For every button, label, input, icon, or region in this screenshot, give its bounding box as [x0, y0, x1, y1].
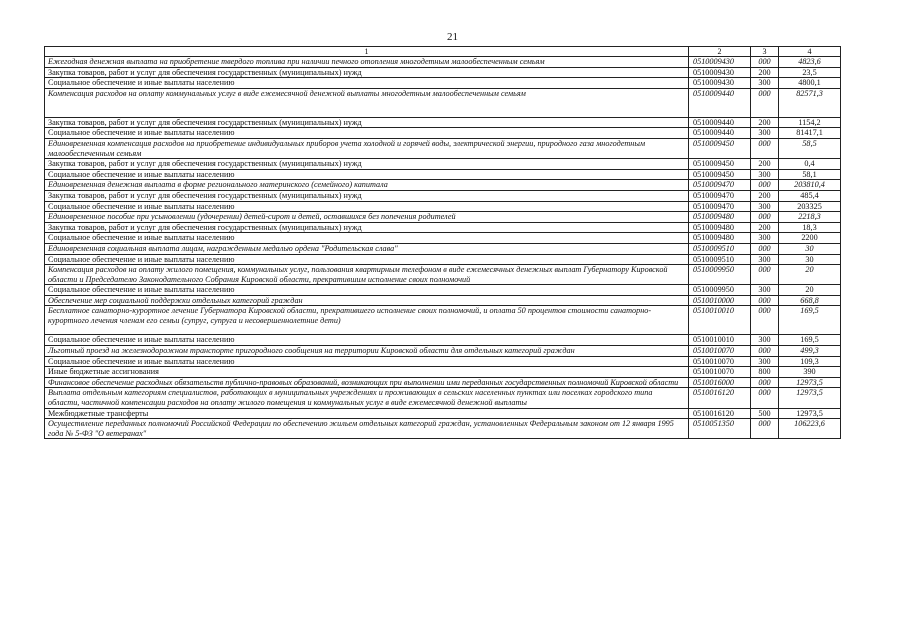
table-header-row [45, 47, 841, 57]
row-name-cell: Социальное обеспечение и иные выплаты населению [45, 356, 689, 367]
row-sum-cell: 30 [779, 254, 841, 265]
row-name-cell: Выплата отдельным категориям специалистов, работающих в муниципальных учреждениях и проживающих в сельских населенных пунктах или поселках городского типа области, частичной компенсации расходов на оплату жилого помещения и коммунальных услуг в виде ежемесячной денежной выплаты [45, 388, 689, 408]
row-type-cell: 000 [751, 180, 779, 191]
row-type-cell: 300 [751, 78, 779, 89]
row-name-cell: Компенсация расходов на оплату коммунальных услуг в виде ежемесячной денежной выплаты многодетным малообеспеченным семьям [45, 88, 689, 117]
row-name-cell: Социальное обеспечение и иные выплаты населению [45, 201, 689, 212]
row-type-cell: 000 [751, 306, 779, 335]
row-name-cell: Обеспечение мер социальной поддержки отдельных категорий граждан [45, 295, 689, 306]
row-sum-cell: 485,4 [779, 190, 841, 201]
table-row [45, 254, 841, 265]
row-name-cell: Иные бюджетные ассигнования [45, 367, 689, 378]
row-code-cell: 0510009440 [689, 88, 751, 117]
row-sum-cell: 4823,6 [779, 57, 841, 68]
row-code-cell: 0510009440 [689, 128, 751, 139]
row-sum-cell: 203810,4 [779, 180, 841, 191]
table-body [45, 57, 841, 439]
table-row [45, 138, 841, 158]
row-code-cell: 0510009480 [689, 212, 751, 223]
row-code-cell: 0510010070 [689, 346, 751, 357]
row-sum-cell: 668,8 [779, 295, 841, 306]
row-type-cell: 300 [751, 285, 779, 296]
row-name-cell: Социальное обеспечение и иные выплаты населению [45, 169, 689, 180]
row-sum-cell: 82571,3 [779, 88, 841, 117]
row-type-cell: 200 [751, 222, 779, 233]
row-type-cell: 000 [751, 419, 779, 439]
row-sum-cell: 12973,5 [779, 388, 841, 408]
row-name-cell: Закупка товаров, работ и услуг для обеспечения государственных (муниципальных) нужд [45, 190, 689, 201]
row-sum-cell: 203325 [779, 201, 841, 212]
row-type-cell: 200 [751, 67, 779, 78]
budget-table [44, 46, 841, 439]
col-header-4: 4 [779, 47, 841, 57]
row-name-cell: Социальное обеспечение и иные выплаты населению [45, 335, 689, 346]
row-type-cell: 200 [751, 190, 779, 201]
table-row [45, 117, 841, 128]
table-row [45, 78, 841, 89]
row-sum-cell: 390 [779, 367, 841, 378]
row-sum-cell: 4800,1 [779, 78, 841, 89]
row-name-cell: Социальное обеспечение и иные выплаты населению [45, 254, 689, 265]
row-type-cell: 000 [751, 295, 779, 306]
row-type-cell: 300 [751, 233, 779, 244]
table-row [45, 265, 841, 285]
row-code-cell: 0510009480 [689, 222, 751, 233]
row-name-cell: Социальное обеспечение и иные выплаты населению [45, 233, 689, 244]
row-name-cell: Осуществление переданных полномочий Российской Федерации по обеспечению жильем отдельных категорий граждан, установленных Федеральным законом от 12 января 1995 года № 5-ФЗ "О ветеранах" [45, 419, 689, 439]
row-sum-cell: 81417,1 [779, 128, 841, 139]
row-code-cell: 0510009950 [689, 265, 751, 285]
row-code-cell: 0510010010 [689, 306, 751, 335]
col-header-3: 3 [751, 47, 779, 57]
table-row [45, 190, 841, 201]
row-type-cell: 000 [751, 346, 779, 357]
row-code-cell: 0510010070 [689, 356, 751, 367]
row-type-cell: 300 [751, 356, 779, 367]
row-code-cell: 0510009440 [689, 117, 751, 128]
row-code-cell: 0510009510 [689, 254, 751, 265]
row-name-cell: Закупка товаров, работ и услуг для обеспечения государственных (муниципальных) нужд [45, 222, 689, 233]
row-sum-cell: 109,3 [779, 356, 841, 367]
table-row [45, 388, 841, 408]
row-name-cell: Межбюджетные трансферты [45, 408, 689, 419]
row-sum-cell: 1154,2 [779, 117, 841, 128]
row-type-cell: 000 [751, 388, 779, 408]
table-row [45, 335, 841, 346]
table-row [45, 306, 841, 335]
row-sum-cell: 18,3 [779, 222, 841, 233]
row-code-cell: 0510009480 [689, 233, 751, 244]
table-row [45, 367, 841, 378]
row-code-cell: 0510010010 [689, 335, 751, 346]
table-row [45, 212, 841, 223]
row-type-cell: 200 [751, 159, 779, 170]
row-sum-cell: 0,4 [779, 159, 841, 170]
row-name-cell: Льготный проезд на железнодорожном транспорте пригородного сообщения на территории Кировской области для отдельных категорий граждан [45, 346, 689, 357]
row-name-cell: Финансовое обеспечение расходных обязательств публично-правовых образований, возникающих при выполнении ими переданных государственных полномочий Кировской области [45, 377, 689, 388]
row-code-cell: 0510016120 [689, 388, 751, 408]
row-type-cell: 300 [751, 254, 779, 265]
row-type-cell: 200 [751, 117, 779, 128]
row-name-cell: Социальное обеспечение и иные выплаты населению [45, 78, 689, 89]
row-type-cell: 000 [751, 88, 779, 117]
table-row [45, 233, 841, 244]
row-sum-cell: 30 [779, 243, 841, 254]
row-code-cell: 0510051350 [689, 419, 751, 439]
row-name-cell: Единовременная социальная выплата лицам, награжденным медалью ордена "Родительская слава" [45, 243, 689, 254]
row-sum-cell: 58,5 [779, 138, 841, 158]
row-sum-cell: 169,5 [779, 335, 841, 346]
row-name-cell: Социальное обеспечение и иные выплаты населению [45, 285, 689, 296]
row-name-cell: Социальное обеспечение и иные выплаты населению [45, 128, 689, 139]
row-type-cell: 800 [751, 367, 779, 378]
table-row [45, 222, 841, 233]
table-row [45, 346, 841, 357]
row-type-cell: 300 [751, 128, 779, 139]
row-type-cell: 500 [751, 408, 779, 419]
table-row [45, 169, 841, 180]
row-name-cell: Закупка товаров, работ и услуг для обеспечения государственных (муниципальных) нужд [45, 117, 689, 128]
row-code-cell: 0510016000 [689, 377, 751, 388]
row-code-cell: 0510009430 [689, 57, 751, 68]
row-code-cell: 0510009950 [689, 285, 751, 296]
row-sum-cell: 169,5 [779, 306, 841, 335]
row-code-cell: 0510009470 [689, 190, 751, 201]
table-row [45, 201, 841, 212]
table-row [45, 159, 841, 170]
table-row [45, 419, 841, 439]
table-row [45, 128, 841, 139]
row-sum-cell: 12973,5 [779, 408, 841, 419]
row-type-cell: 000 [751, 265, 779, 285]
table-row [45, 356, 841, 367]
row-code-cell: 0510009470 [689, 201, 751, 212]
row-code-cell: 0510009450 [689, 159, 751, 170]
row-sum-cell: 23,5 [779, 67, 841, 78]
col-header-2: 2 [689, 47, 751, 57]
row-code-cell: 0510009430 [689, 67, 751, 78]
table-row [45, 57, 841, 68]
row-code-cell: 0510009450 [689, 169, 751, 180]
row-code-cell: 0510010000 [689, 295, 751, 306]
row-sum-cell: 2200 [779, 233, 841, 244]
row-code-cell: 0510009470 [689, 180, 751, 191]
row-type-cell: 300 [751, 169, 779, 180]
row-name-cell: Бесплатное санаторно-курортное лечение Губернатора Кировской области, прекратившего исполнение своих полномочий, и оплата 50 процентов стоимости санаторно-курортного лечения членам его семьи (супруг, супруга и несовершеннолетние дети) [45, 306, 689, 335]
table-row [45, 243, 841, 254]
row-sum-cell: 20 [779, 285, 841, 296]
row-type-cell: 300 [751, 201, 779, 212]
page-number: 21 [447, 31, 458, 43]
table-row [45, 88, 841, 117]
row-type-cell: 000 [751, 138, 779, 158]
row-type-cell: 000 [751, 212, 779, 223]
table-row [45, 408, 841, 419]
row-name-cell: Закупка товаров, работ и услуг для обеспечения государственных (муниципальных) нужд [45, 67, 689, 78]
row-sum-cell: 499,3 [779, 346, 841, 357]
row-name-cell: Единовременное пособие при усыновлении (удочерении) детей-сирот и детей, оставшихся без попечения родителей [45, 212, 689, 223]
col-header-1: 1 [45, 47, 689, 57]
row-code-cell: 0510009430 [689, 78, 751, 89]
row-type-cell: 000 [751, 377, 779, 388]
row-type-cell: 000 [751, 57, 779, 68]
row-name-cell: Компенсация расходов на оплату жилого помещения, коммунальных услуг, пользования квартирным телефоном в виде ежемесячных денежных выплат Губернатору Кировской области и Председателю Законодательного Собрания Кировской области, прекратившим исполнение своих полномочий [45, 265, 689, 285]
row-sum-cell: 12973,5 [779, 377, 841, 388]
row-type-cell: 300 [751, 335, 779, 346]
row-name-cell: Единовременная компенсация расходов на приобретение индивидуальных приборов учета холодной и горячей воды, электрической энергии, природного газа многодетным малообеспеченным семьям [45, 138, 689, 158]
table-row [45, 377, 841, 388]
table-row [45, 285, 841, 296]
table-row [45, 180, 841, 191]
row-sum-cell: 58,1 [779, 169, 841, 180]
row-code-cell: 0510009450 [689, 138, 751, 158]
row-name-cell: Ежегодная денежная выплата на приобретение твердого топлива при наличии печного отопления многодетным малообеспеченным семьям [45, 57, 689, 68]
row-name-cell: Закупка товаров, работ и услуг для обеспечения государственных (муниципальных) нужд [45, 159, 689, 170]
row-name-cell: Единовременная денежная выплата в форме регионального материнского (семейного) капитала [45, 180, 689, 191]
row-sum-cell: 106223,6 [779, 419, 841, 439]
row-code-cell: 0510016120 [689, 408, 751, 419]
row-sum-cell: 2218,3 [779, 212, 841, 223]
row-code-cell: 0510010070 [689, 367, 751, 378]
table-row [45, 295, 841, 306]
table-row [45, 67, 841, 78]
row-type-cell: 000 [751, 243, 779, 254]
row-sum-cell: 20 [779, 265, 841, 285]
row-code-cell: 0510009510 [689, 243, 751, 254]
